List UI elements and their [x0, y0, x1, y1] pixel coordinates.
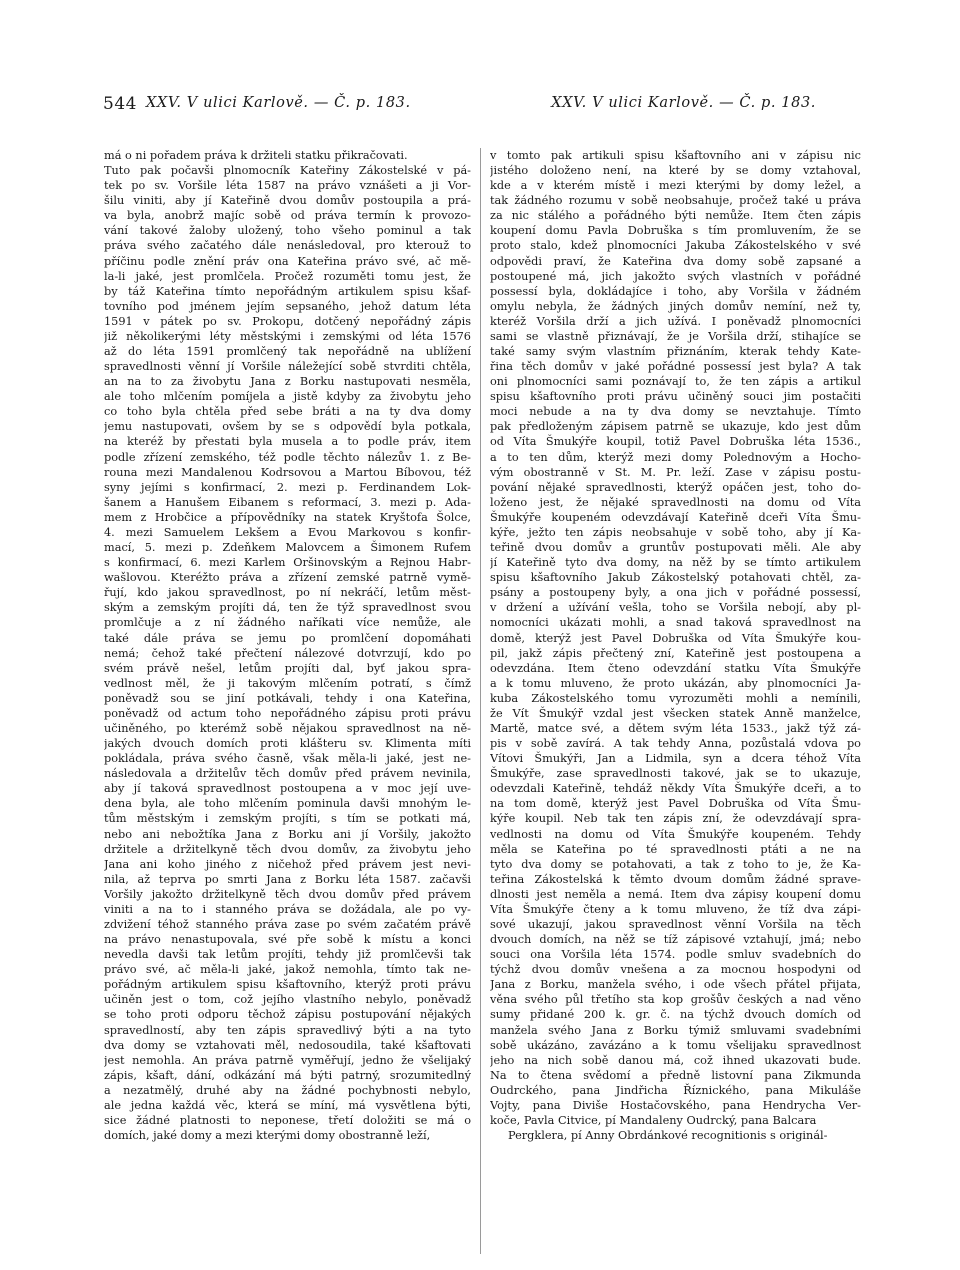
text-line: právo své, ač měla-li jaké, jakož nemohla, tímto tak ne- — [104, 963, 471, 977]
text-line: odevzdána. Item čteno odevzdání statku Víta Šmukýře — [490, 661, 861, 675]
text-line: příčinu podle znění práv ona Kateřina právo své, ač mě- — [104, 254, 471, 268]
text-line: nevedla davši tak letům projíti, tehdy již promlčevši tak — [104, 948, 471, 962]
text-line: by táž Kateřina tímto nepořádným artikulem spisu kšaf- — [104, 284, 471, 298]
text-line: kýře koupil. Neb tak ten zápis zní, že odevzdávají spra- — [490, 812, 861, 826]
text-line: od Víta Šmukýře koupil, totiž Pavel Dobruška léta 1536., — [490, 435, 861, 449]
text-line: Vítovi Šmukýři, Jan a Lidmila, syn a dcera téhož Víta — [490, 752, 861, 766]
text-line: va byla, anobrž majíc sobě od práva termín k provozo- — [104, 209, 471, 223]
text-line: nemá; čehož také přečtení nálezové dotvrzují, kdo po — [104, 646, 471, 660]
text-line: také samy svým vlastním přiznáním, kterak tehdy Kate- — [490, 345, 861, 359]
text-line: kýře, ježto ten zápis neobsahuje v sobě toho, aby jí Ka- — [490, 525, 861, 539]
text-line: odpovědi praví, že Kateřina dva domy sobě zapsané a — [490, 254, 861, 268]
text-line: na tom domě, kterýž jest Pavel Dobruška od Víta Šmu- — [490, 797, 861, 811]
text-line: učiněn jest o tom, což jejího vlastního nebylo, poněvadž — [104, 993, 471, 1007]
text-line: sice žádné platnosti to neponese, třetí doložiti se má o — [104, 1114, 471, 1127]
text-line: má o ni pořadem práva k držiteli statku přikračovati. — [104, 149, 408, 162]
text-line: vedlnost měl, že ji takovým mlčením potratí, s čímž — [104, 676, 471, 690]
text-line: Víta Šmukýře čteny a k tomu mluveno, že tíž dva zápi- — [490, 902, 861, 916]
text-line: spravedlností, aby ten zápis spravedlivý býti a na tyto — [104, 1023, 471, 1037]
text-line: dlnosti jest neměla a nemá. Item dva zápisy koupení domu — [490, 887, 861, 901]
text-line: učiněného, po kterémž sobě nějakou spravedlnost na ně- — [104, 721, 471, 735]
text-line: také dále práva se jemu po promlčení dopomáhati — [104, 631, 471, 645]
text-line: již několikerými léty městskými i zemskými od léta 1576 — [104, 329, 471, 343]
text-line: la-li jaké, jest promlčela. Pročež rozuměti tomu jest, že — [104, 269, 471, 283]
page-number: 544 — [103, 94, 137, 114]
text-line: nebo ani nebožtíka Jana z Borku ani jí Voršily, jakožto — [104, 827, 471, 841]
text-line: se toho proti odporu těchož zápisu postupování nějakých — [104, 1008, 471, 1022]
text-line: koče, Pavla Citvice, pí Mandaleny Oudrcký, pana Balcara — [490, 1114, 817, 1127]
text-line: Šmukýře koupeném odevzdávají Kateřině dceři Víta Šmu- — [490, 510, 861, 524]
column-divider — [480, 148, 481, 1254]
text-line: v držení a užívání vešla, toho se Voršila nebojí, aby pl- — [490, 601, 861, 615]
text-line: omylu nebyla, že žádných jiných domův nemíní, než ty, — [490, 299, 861, 313]
text-line: šanem a Hanušem Eibanem s reformací, 3. mezi p. Ada- — [104, 495, 471, 509]
text-line: pak předloženým zápisem patrně se ukazuje, kdo jest dům — [490, 420, 861, 434]
text-line: Martě, matce své, a dětem svým léta 1533., jakž týž zá- — [490, 721, 861, 735]
text-line: 4. mezi Samuelem Lekšem a Evou Markovou s konfir- — [104, 525, 471, 539]
text-line: viniti a na to i stanného práva se dožádala, ale po vy- — [104, 902, 471, 916]
text-line: wašlovou. Kteréžto práva a zřízení zemské patrně vymě- — [104, 571, 471, 585]
text-line: mem z Hrobčice a přípovědníky na statek Kryštofa Šolce, — [104, 510, 471, 524]
text-line: Jana z Borku, manžela svého, i ode všech přátel přijata, — [490, 978, 861, 992]
text-line: domě, kterýž jest Pavel Dobruška od Víta Šmukýře kou- — [490, 631, 861, 645]
text-line: mací, 5. mezi p. Zdeňkem Malovcem a Šimonem Rufem — [104, 541, 471, 555]
text-line: loženo jest, že nějaké spravedlnosti na domu od Víta — [490, 495, 861, 509]
text-line: poněvadž od actum toho nepořádného zápisu proti právu — [104, 706, 471, 720]
text-line: an na to za živobytu Jana z Borku nastupovati nesměla, — [104, 375, 471, 389]
text-line: svém právě nešel, letům projíti dal, byť jakou spra- — [104, 661, 471, 675]
text-line: postoupené má, jich jakožto svých vlastních v pořádné — [490, 269, 861, 283]
text-line: podle zřízení zemského, též podle těchto nálezův 1. z Be- — [104, 450, 471, 464]
text-line: souci ona Voršila léta 1574. podle smluv svadebních do — [490, 948, 861, 962]
text-line: nila, až teprva po smrti Jana z Borku léta 1587. začavši — [104, 872, 471, 886]
text-line: moci nebude a na ty dva domy se nevztahuje. Tímto — [490, 405, 861, 419]
text-line: držitele a držitelkyně těch dvou domův, za živobytu jeho — [104, 842, 471, 856]
text-line: vání takové žaloby uložený, toho všeho pominul a tak — [104, 224, 471, 238]
text-line: řina těch domův v jaké pořádné possessí jest byla? A tak — [490, 360, 861, 374]
text-line: na právo nenastupovala, své pře sobě k místu a konci — [104, 933, 471, 947]
running-title-right: XXV. V ulici Karlově. — Č. p. 183. — [551, 95, 816, 111]
text-line: jemu nastupovati, ovšem by se s odpovědí byla potkala, — [104, 420, 471, 434]
text-line: práva svého začatého dále nenásledoval, pro kterouž to — [104, 239, 471, 253]
text-line: a nezatmělý, druhé aby na žádné pochybnosti nebylo, — [104, 1083, 471, 1097]
text-line: sumy přidané 200 k. gr. č. na týchž dvouch domích od — [490, 1008, 861, 1022]
left-column — [104, 148, 471, 1143]
text-line: až do léta 1591 promlčený tak nepořádně na ublížení — [104, 345, 471, 359]
text-line: aby jí taková spravedlnost postoupena a v moc její uve- — [104, 782, 471, 796]
text-line: s konfirmací, 6. mezi Karlem Oršinovským a Rejnou Habr- — [104, 556, 471, 570]
text-line: spravedlnosti věnní jí Voršile náležející sobě stvrditi chtěla, — [104, 360, 471, 374]
text-line: promlčuje a z ní žádného naříkati více nemůže, ale — [104, 616, 471, 630]
text-line: a to ten dům, kterýž mezi domy Polednovým a Hocho- — [490, 450, 861, 464]
text-line: Vojty, pana Diviše Hostačovského, pana Hendrycha Ver- — [490, 1098, 861, 1112]
text-line: dvouch domích, na něž se tíž zápisové vztahují, jmá; nebo — [490, 933, 861, 947]
text-line: jest nemohla. An práva patrně vyměřují, jedno že všelijaký — [104, 1053, 471, 1067]
text-line: spisu kšaftovního proti právu učiněný souci jim postačiti — [490, 390, 861, 404]
text-line: oni plnomocníci sami poznávají to, že ten zápis a artikul — [490, 375, 861, 389]
text-line: poněvadž sou se jiní potkávali, tehdy i ona Kateřina, — [104, 691, 471, 705]
text-line: teřině dvou domův a gruntův postupovati měli. Ale aby — [490, 541, 861, 555]
text-line: psány a postoupeny byly, a ona jich v pořádné possessí, — [490, 586, 861, 600]
text-line: rouna mezi Mandalenou Kodrsovou a Martou Bíbovou, též — [104, 465, 471, 479]
text-line: koupení domu Pavla Dobruška s tím promluvením, že se — [490, 224, 861, 238]
page-header — [103, 94, 816, 116]
text-line: že Vít Šmukýř vzdal jest všecken statek Anně manželce, — [490, 706, 861, 720]
text-line: pování nějaké spravedlnosti, kterýž opáčen jest, toho do- — [490, 480, 861, 494]
text-line: za nic stálého a pořádného býti nemůže. Item čten zápis — [490, 209, 861, 223]
right-column — [490, 148, 861, 1143]
text-line: ským a zemským projíti dá, ten že týž spravedlnost svou — [104, 601, 471, 615]
text-line: pil, jakž zápis přečtený zní, Kateřině jest postoupena a — [490, 646, 861, 660]
text-line: vedlnosti na domu od Víta Šmukýře koupeném. Tehdy — [490, 827, 861, 841]
text-line: tyto dva domy se potahovati, a tak z toho to je, že Ka- — [490, 857, 861, 871]
text-line: kuba Zákostelského tomu vyrozuměti mohli a nemínili, — [490, 691, 861, 705]
text-line: Oudrckého, pana Jindřicha Říznického, pana Mikuláše — [490, 1083, 861, 1097]
text-line: vým obostranně v St. M. Pr. leží. Zase v zápisu postu- — [490, 465, 861, 479]
text-line: jakých dvouch domích proti klášteru sv. Klimenta míti — [104, 737, 471, 751]
text-line: possessí byla, dokládajíce i toho, aby Voršila v žádném — [490, 284, 861, 298]
text-line: tům městským i zemským projíti, s tím se potkati má, — [104, 812, 471, 826]
text-line: dva domy se vztahovati měl, nedosoudila, také kšaftovati — [104, 1038, 471, 1052]
text-line: dena byla, ale toho mlčením pominula davši mnohým le- — [104, 797, 471, 811]
text-line: týchž dvou domův vnešena a za mocnou hospodyni od — [490, 963, 861, 977]
text-line: pořádným artikulem spisu kšaftovního, kterýž proti právu — [104, 978, 471, 992]
text-line: šilu viniti, aby jí Kateřině dvou domův postoupila a prá- — [104, 194, 471, 208]
text-line: Šmukýře, zase spravedlnosti takové, jak se to ukazuje, — [490, 767, 861, 781]
text-line: následovala a držitelův těch domův před právem nevinila, — [104, 767, 471, 781]
text-line: pokládala, práva svého časně, však měla-li jaké, jest ne- — [104, 752, 471, 766]
text-line: syny jejími s konfirmací, 2. mezi p. Ferdinandem Lok- — [104, 480, 471, 494]
text-line: a k tomu mluveno, že proto ukázán, aby plnomocníci Ja- — [490, 676, 861, 690]
text-line: tek po sv. Voršile léta 1587 na právo vznášeti a ji Vor- — [104, 179, 471, 193]
text-line: věna svého půl třetího sta kop grošův českých a nad věno — [490, 993, 861, 1007]
text-line: jeho na nich sobě danou má, což ihned ukazovati bude. — [490, 1053, 861, 1067]
text-line: na kteréž by přestati byla musela a to podle práv, item — [104, 435, 471, 449]
text-line: 1591 v pátek po sv. Prokopu, dotčený nepořádný zápis — [104, 314, 471, 328]
running-title-left: XXV. V ulici Karlově. — Č. p. 183. — [146, 95, 411, 111]
text-line: tovního pod jménem jejím sepsaného, jehož datum léta — [104, 299, 471, 313]
text-line: co toho byla chtěla před sebe bráti a na ty dva domy — [104, 405, 471, 419]
text-line: ale jedna každá věc, která se míní, má vysvětlena býti, — [104, 1098, 471, 1112]
text-line: spisu kšaftovního Jakub Zákostelský potahovati chtěl, za- — [490, 571, 861, 585]
text-line: Pergklera, pí Anny Obrdánkové recognitionis s originál- — [508, 1129, 828, 1143]
text-line: pis v sobě zavírá. A tak tehdy Anna, pozůstalá vdova po — [490, 737, 861, 751]
text-line: kteréž Voršila drží a jich užívá. I poněvadž plnomocníci — [490, 314, 861, 328]
text-line: ale toho mlčením pomíjela a jistě kdyby za živobytu jeho — [104, 390, 471, 404]
text-line: Voršily jakožto držitelkyně těch dvou domův před právem — [104, 887, 471, 901]
text-line: nomocníci ukázati mohli, a snad taková spravedlnost na — [490, 616, 861, 630]
text-line: sami se vlastně přiznávají, že je Voršila drží, stihajíce se — [490, 329, 861, 343]
text-line: jistého doloženo není, na které by se domy vztahoval, — [490, 164, 861, 178]
text-line: zdvižení téhož stanného práva zase po svém začatém právě — [104, 917, 471, 931]
text-line: sové ukazují, jakou spravedlnost věnní Voršila na těch — [490, 917, 861, 931]
text-line: teřina Zákostelská k těmto dvoum domům žádné sprave- — [490, 872, 861, 886]
text-line: kde a v kterém místě i mezi kterými by domy ležel, a — [490, 179, 861, 193]
text-line: domích, jaké domy a mezi kterými domy obostranně leží, — [104, 1129, 431, 1143]
text-line: řují, kdo jakou spravedlnost, po ní nekráčí, letům měst- — [104, 586, 471, 600]
text-line: měla se Kateřina po té spravedlnosti ptáti a ne na — [490, 842, 861, 856]
text-line: manžela svého Jana z Borku týmiž smluvami svadebními — [490, 1023, 861, 1037]
text-line: v tomto pak artikuli spisu kšaftovního ani v zápisu nic — [490, 149, 861, 162]
text-line: Jana ani koho jiného z ničehož před právem jest nevi- — [104, 857, 471, 871]
text-line: sobě ukázáno, zavázáno a k tomu všelijaku spravedlnost — [490, 1038, 861, 1052]
text-line: odevzdali Kateřině, tehdáž někdy Víta Šmukýře dceři, a to — [490, 782, 861, 796]
text-line: proto stalo, kdež plnomocníci Jakuba Zákostelského v své — [490, 239, 861, 253]
text-line: Tuto pak počavši plnomocník Kateřiny Zákostelské v pá- — [104, 164, 471, 178]
text-line: jí Kateřině tyto dva domy, na něž by se tímto artikulem — [490, 556, 861, 570]
text-line: Na to čtena svědomí a předně listovní pana Zikmunda — [490, 1068, 861, 1082]
text-line: zápis, kšaft, dání, odkázání má býti patrný, srozumitedlný — [104, 1068, 471, 1082]
text-line: tak žádného rozumu v sobě neobsahuje, pročež také u práva — [490, 194, 861, 208]
